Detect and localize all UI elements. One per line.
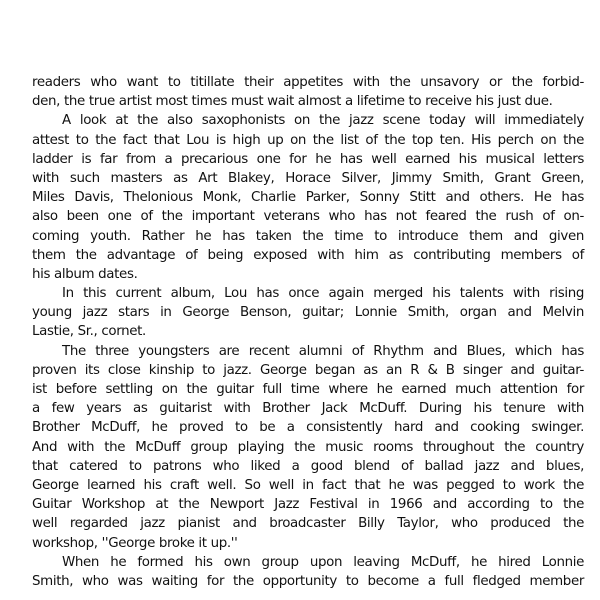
text-line: When he formed his own group upon leaving McDuff, he hired Lonnie: [62, 554, 584, 570]
paragraph: [32, 111, 584, 284]
text-line: workshop, ''George broke it up.'': [32, 535, 238, 551]
text-line: ladder is far from a precarious one for he has well earned his musical letters: [32, 151, 584, 167]
text-line: George learned his craft well. So well in fact that he was pegged to work the: [32, 477, 584, 493]
text-line: them the advantage of being exposed with him as contributing members of: [32, 247, 584, 263]
text-line: his album dates.: [32, 266, 138, 282]
text-line: The three youngsters are recent alumni of Rhythm and Blues, which has: [62, 343, 584, 359]
text-line: readers who want to titillate their appetites with the unsavory or the forbid-: [32, 75, 584, 90]
liner-notes-text: [32, 73, 584, 591]
text-line: that catered to patrons who liked a good blend of ballad jazz and blues,: [32, 458, 584, 474]
text-line: a few years as guitarist with Brother Jack McDuff. During his tenure with: [32, 401, 584, 417]
text-line: den, the true artist most times must wait almost a lifetime to receive his just due.: [32, 94, 553, 110]
text-line: A look at the also saxophonists on the jazz scene today will immediately: [62, 113, 584, 129]
paragraph: [32, 553, 584, 591]
text-line: coming youth. Rather he has taken the time to introduce them and given: [32, 228, 584, 244]
text-line: with such masters as Art Blakey, Horace Silver, Jimmy Smith, Grant Green,: [32, 170, 584, 186]
text-line: Brother McDuff, he proved to be a consistently hard and cooking swinger.: [32, 420, 584, 436]
text-line: And with the McDuff group playing the music rooms throughout the country: [32, 439, 584, 455]
text-line: Miles Davis, Thelonious Monk, Charlie Parker, Sonny Stitt and others. He has: [32, 190, 584, 206]
text-line: Guitar Workshop at the Newport Jazz Festival in 1966 and according to the: [32, 497, 584, 513]
text-line: Lastie, Sr., cornet.: [32, 324, 146, 340]
paragraph: [32, 342, 584, 553]
text-line: Smith, who was waiting for the opportunity to become a full fledged member: [32, 573, 584, 589]
text-line: proven its close kinship to jazz. George began as an R & B singer and guitar-: [32, 362, 584, 378]
text-line: also been one of the important veterans who has not feared the rush of on-: [32, 209, 584, 225]
text-line: well regarded jazz pianist and broadcaster Billy Taylor, who produced the: [32, 516, 584, 532]
text-line: young jazz stars in George Benson, guitar; Lonnie Smith, organ and Melvin: [32, 305, 584, 321]
text-line: In this current album, Lou has once again merged his talents with rising: [62, 286, 584, 302]
paragraph: [32, 73, 584, 111]
paragraph: [32, 284, 584, 342]
text-line: attest to the fact that Lou is high up on the list of the top ten. His perch on the: [32, 132, 584, 148]
text-line: ist before settling on the guitar full time where he earned much attention for: [32, 382, 584, 397]
